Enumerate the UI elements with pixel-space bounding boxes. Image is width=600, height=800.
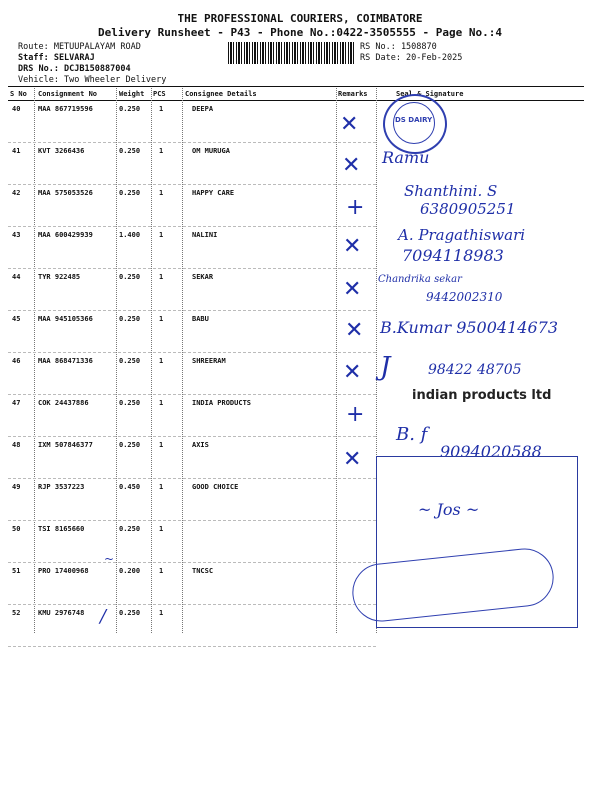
row-weight: 0.250 — [119, 273, 141, 281]
row-weight: 1.400 — [119, 231, 141, 239]
table-top-rule — [8, 86, 584, 87]
row-sno: 40 — [12, 105, 21, 113]
col-consignee: Consignee Details — [185, 90, 257, 98]
col-sno: S No — [10, 90, 27, 98]
row-divider — [8, 268, 376, 269]
row-pcs: 1 — [159, 231, 164, 239]
route-label: Route: METUUPALAYAM ROAD — [18, 42, 141, 52]
row-sno: 49 — [12, 483, 21, 491]
row-sno: 50 — [12, 525, 21, 533]
row-consignment: KMU 2976748 — [38, 609, 85, 617]
company-title: THE PROFESSIONAL COURIERS, COIMBATORE — [177, 12, 423, 25]
row-pcs: 1 — [159, 609, 164, 617]
row-consignment: COK 24437886 — [38, 399, 89, 407]
remark-cross: ✕ — [343, 234, 362, 259]
row-consignment: MAA 600429939 — [38, 231, 93, 239]
row-divider — [8, 226, 376, 227]
remark-cross: ✕ — [343, 447, 362, 472]
remark-check: ~ — [104, 552, 115, 566]
row-divider — [8, 562, 376, 563]
row-divider — [8, 520, 376, 521]
signature-r48-phone: 9094020588 — [440, 442, 542, 461]
signature-r45: B.Kumar 9500414673 — [380, 318, 558, 337]
row-consignment: PRO 17400968 — [38, 567, 89, 575]
stamp-text: DS DAIRY — [395, 116, 433, 124]
signature-r50: ~ Jos ~ — [418, 500, 480, 519]
remark-tick: ✕ — [345, 318, 364, 343]
row-weight: 0.250 — [119, 609, 141, 617]
row-pcs: 1 — [159, 357, 164, 365]
row-pcs: 1 — [159, 273, 164, 281]
remark-tick: + — [346, 402, 365, 427]
row-divider — [8, 478, 376, 479]
runsheet-subtitle: Delivery Runsheet - P43 - Phone No.:0422-3505555 - Page No.:4 — [98, 26, 502, 39]
signature-r46-mark: J — [380, 352, 391, 382]
row-consignee: DEEPA — [192, 105, 214, 113]
row-weight: 0.200 — [119, 567, 141, 575]
signature-r42-name: Shanthini. S — [404, 182, 498, 200]
staff-label: Staff: SELVARAJ — [18, 53, 95, 63]
row-pcs: 1 — [159, 567, 164, 575]
signature-r43-phone: 7094118983 — [402, 246, 504, 265]
row-divider — [8, 310, 376, 311]
row-weight: 0.450 — [119, 483, 141, 491]
row-consignee: TNCSC — [192, 567, 214, 575]
signature-r47: indian products ltd — [412, 388, 552, 403]
remark-check: / — [100, 606, 107, 627]
row-weight: 0.250 — [119, 525, 141, 533]
signature-r44-phone: 9442002310 — [426, 290, 503, 304]
col-seal-signature: Seal & Signature — [396, 90, 464, 98]
row-consignee: OM MURUGA — [192, 147, 230, 155]
row-pcs: 1 — [159, 399, 164, 407]
row-pcs: 1 — [159, 441, 164, 449]
remark-cross: ✕ — [343, 360, 362, 385]
row-divider — [8, 142, 376, 143]
row-divider — [8, 604, 376, 605]
row-sno: 44 — [12, 273, 21, 281]
signature-r43-name: A. Pragathiswari — [398, 226, 526, 244]
row-divider — [8, 436, 376, 437]
row-consignment: MAA 867719596 — [38, 105, 93, 113]
barcode — [228, 42, 356, 64]
row-sno: 52 — [12, 609, 21, 617]
row-divider — [8, 394, 376, 395]
row-divider — [8, 646, 376, 647]
remark-tick: ✕ — [340, 112, 359, 137]
signature-r44-name: Chandrika sekar — [378, 274, 462, 285]
row-consignee: HAPPY CARE — [192, 189, 235, 197]
remark-tick: + — [346, 195, 365, 220]
seal-stamp — [383, 94, 447, 154]
row-consignee: SHREERAM — [192, 357, 226, 365]
row-weight: 0.250 — [119, 399, 141, 407]
row-sno: 45 — [12, 315, 21, 323]
signature-r48-mark: B. f — [396, 424, 428, 445]
row-weight: 0.250 — [119, 105, 141, 113]
row-sno: 47 — [12, 399, 21, 407]
row-weight: 0.250 — [119, 147, 141, 155]
row-pcs: 1 — [159, 105, 164, 113]
row-weight: 0.250 — [119, 315, 141, 323]
col-divider — [34, 88, 35, 633]
row-pcs: 1 — [159, 525, 164, 533]
row-pcs: 1 — [159, 483, 164, 491]
rs-date: RS Date: 20-Feb-2025 — [360, 53, 463, 63]
row-consignee: AXIS — [192, 441, 209, 449]
row-consignee: BABU — [192, 315, 209, 323]
row-consignment: IXM 507846377 — [38, 441, 93, 449]
row-divider — [8, 184, 376, 185]
row-consignee: NALINI — [192, 231, 218, 239]
col-divider — [151, 88, 152, 633]
vehicle-label: Vehicle: Two Wheeler Delivery — [18, 75, 167, 85]
col-pcs: PCS — [153, 90, 166, 98]
row-weight: 0.250 — [119, 441, 141, 449]
row-pcs: 1 — [159, 189, 164, 197]
row-consignment: KVT 3266436 — [38, 147, 85, 155]
row-divider — [8, 352, 376, 353]
drs-label: DRS No.: DCJB150887004 — [18, 64, 131, 74]
col-consignment: Consignment No — [38, 90, 98, 98]
row-weight: 0.250 — [119, 189, 141, 197]
row-consignment: MAA 575053526 — [38, 189, 93, 197]
row-consignment: MAA 868471336 — [38, 357, 93, 365]
remark-cross: ✕ — [343, 277, 362, 302]
row-consignee: INDIA PRODUCTS — [192, 399, 252, 407]
col-remarks: Remarks — [338, 90, 368, 98]
col-divider — [116, 88, 117, 633]
row-consignment: MAA 945105366 — [38, 315, 93, 323]
row-sno: 43 — [12, 231, 21, 239]
row-sno: 51 — [12, 567, 21, 575]
row-sno: 42 — [12, 189, 21, 197]
table-head-rule — [8, 100, 584, 101]
col-weight: Weight — [119, 90, 145, 98]
col-divider — [336, 88, 337, 633]
row-pcs: 1 — [159, 147, 164, 155]
rs-number: RS No.: 1508870 — [360, 42, 437, 52]
signature-r46-phone: 98422 48705 — [428, 362, 522, 378]
row-consignment: TYR 922485 — [38, 273, 81, 281]
row-consignee: GOOD CHOICE — [192, 483, 239, 491]
row-consignee: SEKAR — [192, 273, 214, 281]
row-consignment: RJP 3537223 — [38, 483, 85, 491]
signature-r42-phone: 6380905251 — [420, 200, 516, 218]
signature-r41: Ramu — [382, 148, 430, 167]
row-sno: 46 — [12, 357, 21, 365]
row-pcs: 1 — [159, 315, 164, 323]
row-sno: 48 — [12, 441, 21, 449]
remark-cross: ✕ — [342, 153, 361, 178]
row-sno: 41 — [12, 147, 21, 155]
row-weight: 0.250 — [119, 357, 141, 365]
col-divider — [182, 88, 183, 633]
row-consignment: TSI 8165660 — [38, 525, 85, 533]
